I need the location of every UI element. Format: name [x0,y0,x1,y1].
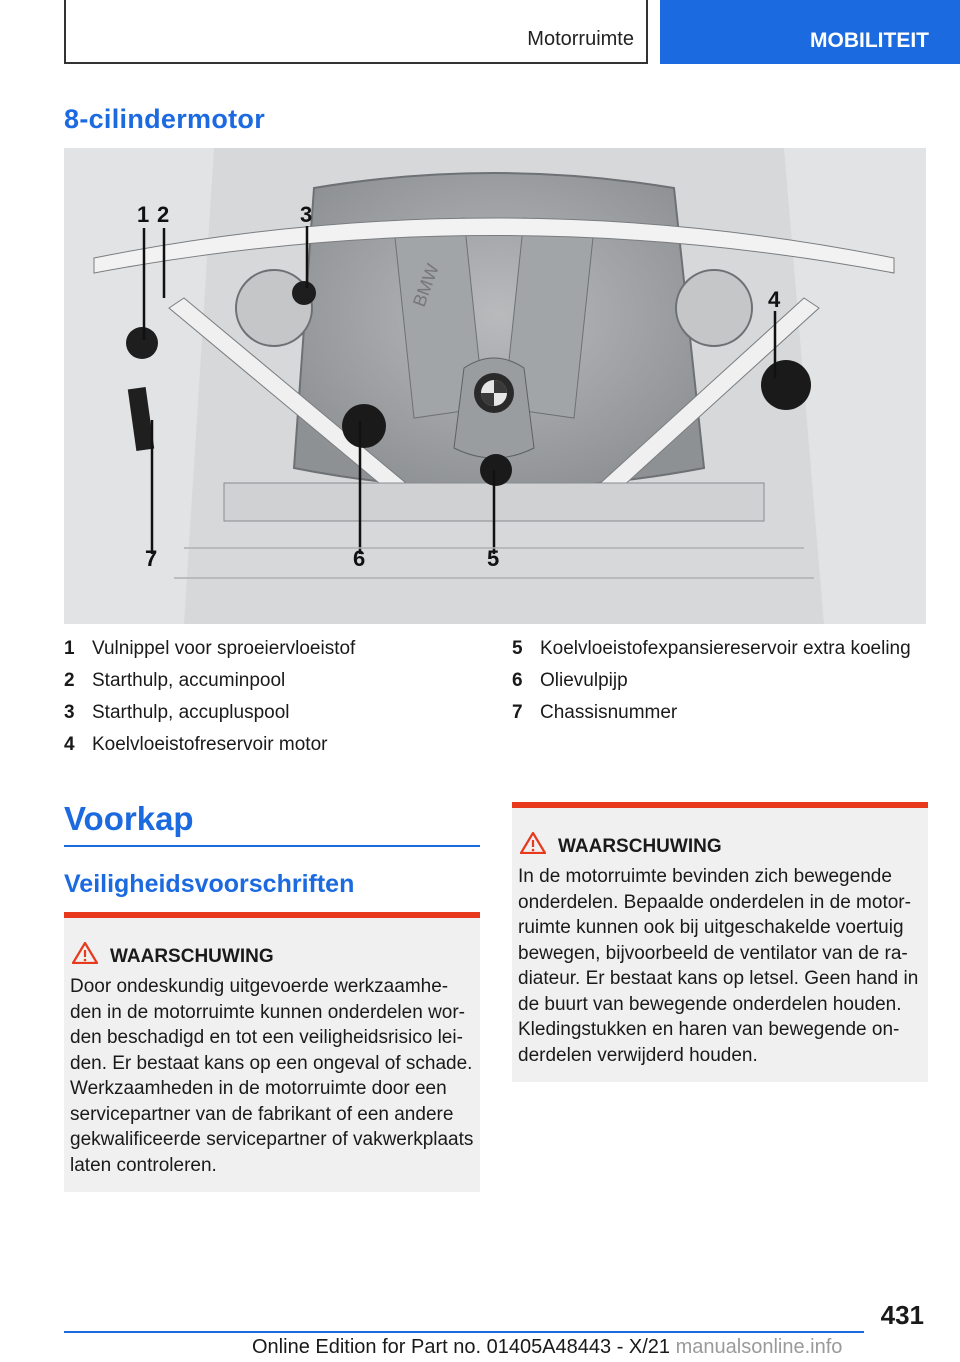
warning-line: Door ondeskundig uitgevoerde werkzaamhe- [70,976,449,997]
warning-line: den beschadigd en tot een veiligheidsrisico lei- [70,1027,463,1048]
legend-text: Chassisnummer [540,702,678,723]
callout-6: 6 [353,546,366,571]
legend-num: 5 [512,638,523,659]
warning-line: den in de motorruimte kunnen onderdelen wor- [70,1001,466,1023]
legend-num: 4 [64,734,75,755]
divider [64,845,480,847]
warning-line: de buurt van bewegende onderdelen houden. [518,993,902,1015]
warning-line: Werkzaamheden in de motorruimte door een [70,1078,447,1099]
warning-line: Kledingstukken en haren van bewegende on- [518,1019,900,1040]
warning-box [64,912,480,1192]
callout-4: 4 [768,287,781,312]
callout-7: 7 [145,546,158,571]
warning-line: gekwalificeerde servicepartner of vakwerkplaats [70,1129,474,1150]
legend-text: Koelvloeistofreservoir motor [92,734,328,755]
page-title: 8-cilindermotor [64,104,266,134]
warning-triangle-icon [72,942,98,969]
watermark-text: manualsonline.info [675,1336,843,1358]
legend-num: 7 [512,702,523,723]
warning-line: laten controleren. [70,1154,217,1176]
warning-heading: WAARSCHUWING [110,946,274,967]
callout-3: 3 [300,202,313,227]
footer-divider [64,1331,864,1333]
warning-line: In de motorruimte bevinden zich bewegende [518,866,892,887]
callout-5: 5 [487,546,500,571]
warning-line: servicepartner van de fabrikant of een andere [70,1103,454,1125]
page-number: 431 [880,1300,924,1330]
warning-line: diateur. Er bestaat kans op letsel. Geen hand in [518,968,919,989]
chapter-title: MOBILITEIT [810,29,929,52]
warning-heading: WAARSCHUWING [558,836,722,857]
header-chapter-tab [660,0,960,64]
section-title: Motorruimte [527,28,634,50]
legend-text: Starthulp, accupluspool [92,702,290,723]
warning-line: bewegen, bijvoorbeeld de ventilator van de ra- [518,942,908,964]
warning-text [518,864,924,1068]
engine-bay-figure [64,148,926,624]
legend-num: 1 [64,638,75,659]
legend-num: 3 [64,702,75,723]
section-subheading: Veiligheidsvoorschriften [64,870,355,898]
edition-text: Online Edition for Part no. 01405A48443 - X/21 [252,1336,671,1358]
section-heading: Voorkap [64,800,194,837]
footer-edition [252,1336,842,1359]
warning-line: den. Er bestaat kans op een ongeval of schade. [70,1052,473,1074]
legend-text: Koelvloeistofexpansiereservoir extra koeling [540,638,911,659]
engine-logo-text: BMW [408,261,443,310]
callout-2: 2 [157,202,170,227]
legend-num: 2 [64,670,75,691]
callout-1: 1 [137,202,150,227]
warning-text [70,974,476,1178]
legend-text: Olievulpijp [540,670,628,691]
warning-line: onderdelen. Bepaalde onderdelen in de motor- [518,891,911,913]
warning-line: derdelen verwijderd houden. [518,1044,758,1066]
warning-box [512,802,928,1082]
legend-num: 6 [512,670,523,691]
warning-triangle-icon [520,832,546,859]
legend-text: Vulnippel voor sproeiervloeistof [92,638,356,659]
header-section-tab [64,0,648,64]
warning-line: ruimte kunnen ook bij uitgeschakelde voertuig [518,917,904,938]
legend-text: Starthulp, accuminpool [92,670,286,691]
